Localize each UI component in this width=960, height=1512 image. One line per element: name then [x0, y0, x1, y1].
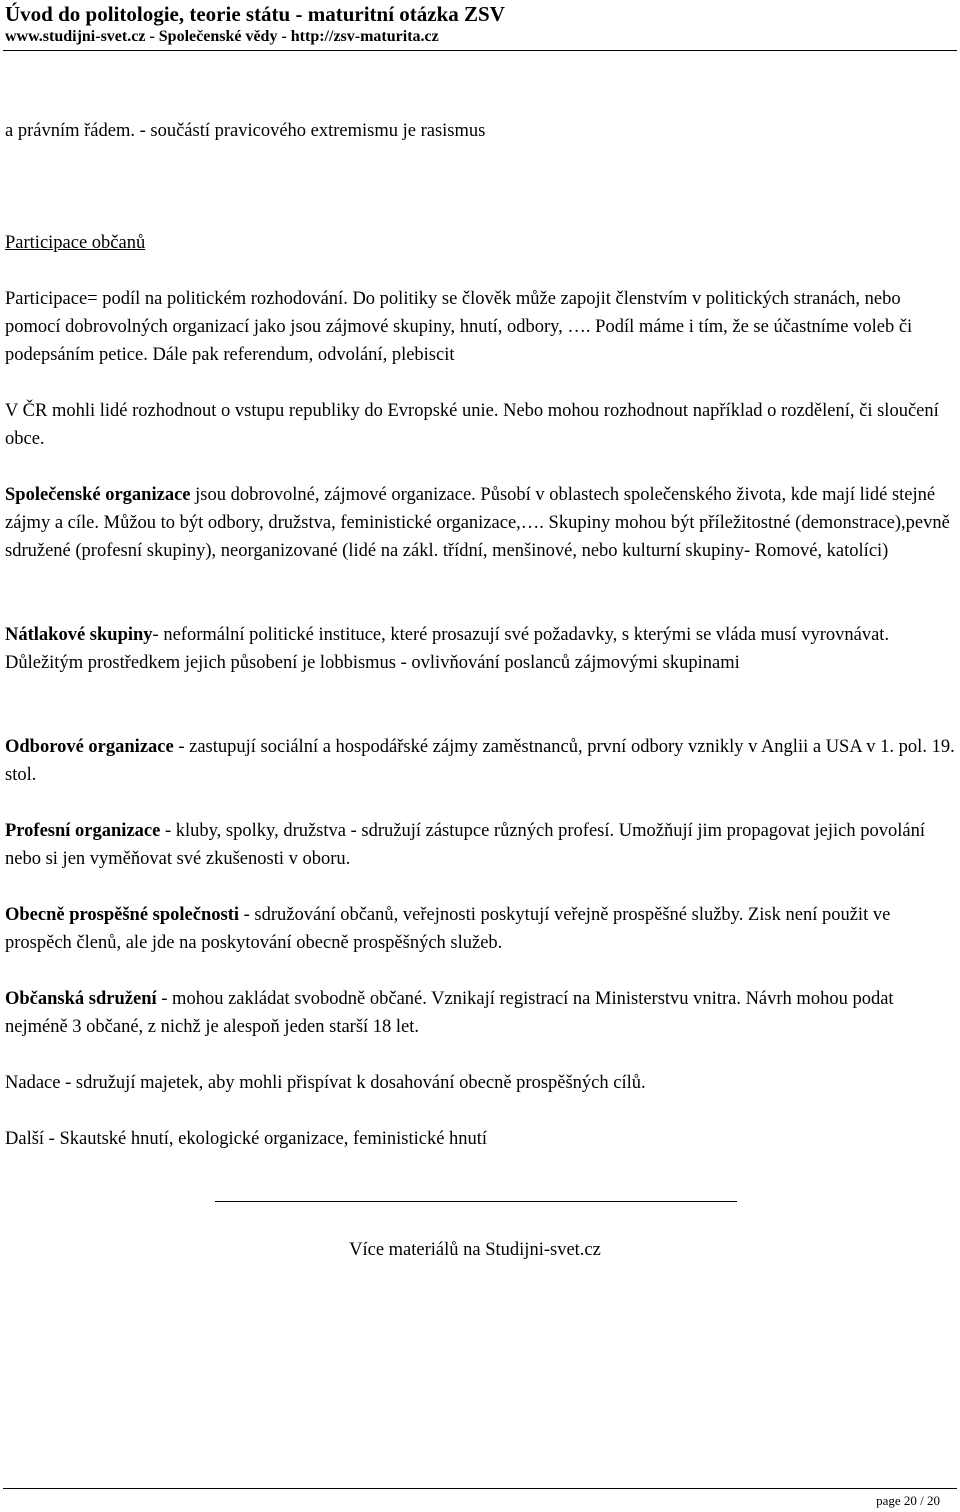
- term-natlakove-skupiny: Nátlakové skupiny: [5, 625, 153, 645]
- term-profesni-organizace: Profesní organizace: [5, 821, 161, 841]
- header-divider: [3, 50, 957, 51]
- paragraph-eu-referendum: V ČR mohli lidé rozhodnout o vstupu republiky do Evropské unie. Nebo mohou rozhodnout například o rozdělení, či sloučení obce.: [5, 401, 939, 449]
- footer-divider: [215, 1201, 737, 1202]
- page-number: page 20 / 20: [876, 1493, 940, 1508]
- paragraph-participace: Participace= podíl na politickém rozhodování. Do politiky se člověk může zapojit členstvím v politických stranách, nebo pomocí dobrovolných organizací jako jsou zájmové skupiny, hnutí, odbory, …. Podíl máme i tím, že se účastníme voleb či podepsáním petice. Dále pak referendum, odvolání, plebiscit: [5, 289, 913, 365]
- page-footer-divider: [3, 1488, 957, 1489]
- section-link-participace[interactable]: Participace občanů: [5, 233, 146, 253]
- document-title: Úvod do politologie, teorie státu - maturitní otázka ZSV: [5, 2, 505, 26]
- paragraph-text: - zastupují sociální a hospodářské zájmy zaměstnanců, první odbory vznikly v Anglii a USA v 1. pol. 19. stol.: [5, 737, 955, 785]
- paragraph-extremism: a právním řádem. - součástí pravicového extremismu je rasismus: [5, 121, 486, 141]
- paragraph-text: - sdružování občanů, veřejnosti poskytují veřejně prospěšné služby. Zisk není použit ve prospěch členů, ale jde na poskytování obecně prospěšných služeb.: [5, 905, 891, 953]
- paragraph-nadace: Nadace - sdružují majetek, aby mohli přispívat k dosahování obecně prospěšných cílů.: [5, 1073, 646, 1093]
- paragraph-natlakove-skupiny: [5, 621, 955, 677]
- paragraph-profesni-organizace: [5, 817, 955, 873]
- term-obecne-prospesne: Obecně prospěšné společnosti: [5, 905, 240, 925]
- paragraph-text: jsou dobrovolné, zájmové organizace. Působí v oblastech společenského života, kde mají lidé stejné zájmy a cíle. Můžou to být odbory, družstva, feministické organizace,…. Skupiny mohou být příležitostné (demonstrace),pevně sdružené (profesní skupiny), neorganizované (lidé na zákl. třídní, menšinové, nebo kulturní skupiny- Romové, katolíci): [5, 485, 950, 561]
- paragraph-text: - mohou zakládat svobodně občané. Vznikají registrací na Ministerstvu vnitra. Návrh mohou podat nejméně 3 občané, z nichž je alespoň jeden starší 18 let.: [5, 989, 894, 1037]
- term-obcanska-sdruzeni: Občanská sdružení: [5, 989, 157, 1009]
- more-materials-text: Více materiálů na Studijni-svet.cz: [349, 1240, 601, 1260]
- paragraph-obecne-prospesne: [5, 901, 955, 957]
- paragraph-spolecenske-organizace: [5, 481, 955, 565]
- paragraph-obcanska-sdruzeni: [5, 985, 955, 1041]
- paragraph-odborove-organizace: [5, 733, 955, 789]
- document-subtitle: www.studijni-svet.cz - Společenské vědy - http://zsv-maturita.cz: [5, 28, 439, 45]
- paragraph-dalsi: Další - Skautské hnutí, ekologické organizace, feministické hnutí: [5, 1129, 488, 1149]
- term-spolecenske-organizace: Společenské organizace: [5, 485, 191, 505]
- paragraph-text: - neformální politické instituce, které prosazují své požadavky, s kterými se vláda musí vyrovnávat. Důležitým prostředkem jejich působení je lobbismus - ovlivňování poslanců zájmovými skupinami: [5, 625, 890, 673]
- paragraph-text: - kluby, spolky, družstva - sdružují zástupce různých profesí. Umožňují jim propagovat jejich povolání nebo si jen vyměňovat své zkušenosti v oboru.: [5, 821, 925, 869]
- term-odborove-organizace: Odborové organizace: [5, 737, 174, 757]
- page-header: [5, 2, 955, 46]
